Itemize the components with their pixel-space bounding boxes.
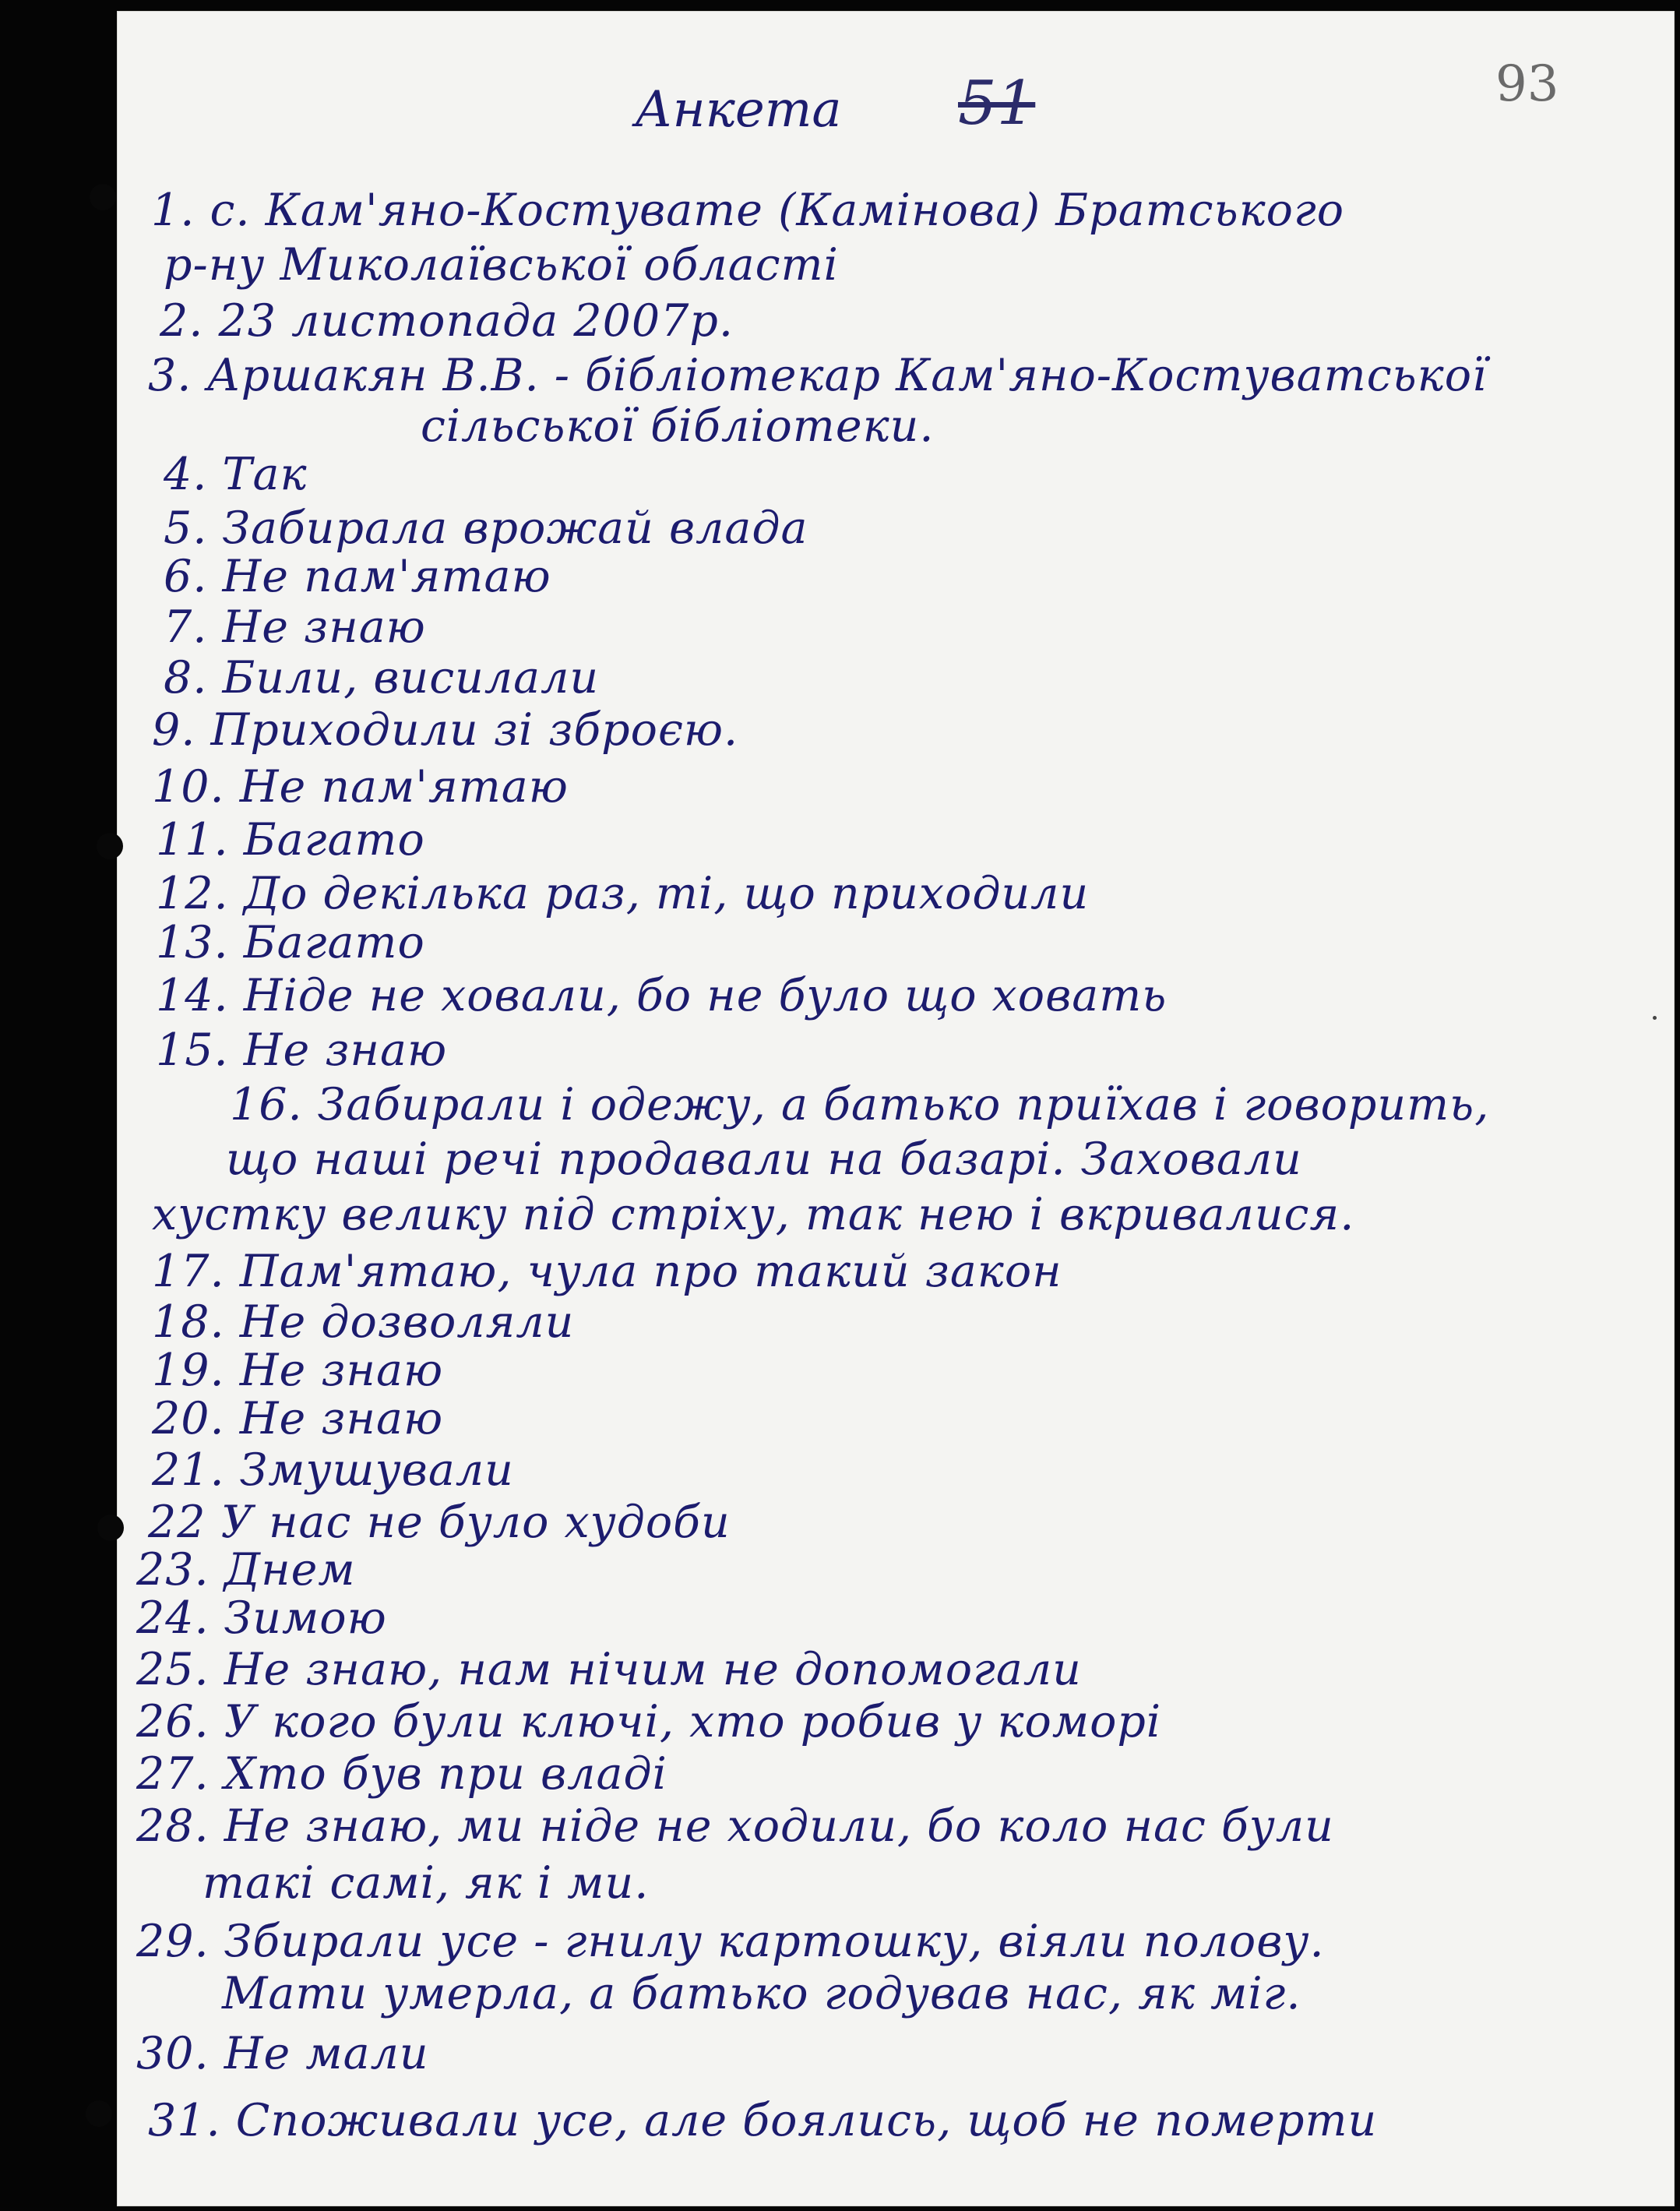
questionnaire-page (117, 11, 1675, 2206)
answer-line: 27. Хто був при владі (136, 1748, 667, 1800)
answer-line: 26. У кого були ключі, хто робив у коморі (136, 1696, 1162, 1747)
answer-line: 19. Не знаю (152, 1345, 444, 1396)
answer-line: 10. Не пам'ятаю (152, 761, 569, 813)
form-number: 51 (958, 69, 1036, 139)
answer-line: 2. 23 листопада 2007р. (160, 295, 734, 347)
punch-hole-icon (97, 1515, 124, 1541)
answer-line: 11. Багато (156, 814, 425, 866)
answer-line: 14. Ніде не ховали, бо не було що ховать (156, 970, 1168, 1021)
answer-line: 5. Забирала врожай влада (164, 503, 808, 554)
answer-line: 30. Не мали (136, 2028, 429, 2079)
answer-line: 3. Аршакян В.В. - бібліотекар Кам'яно-Костуватської (148, 350, 1488, 401)
answer-line: 16. Забирали і одежу, а батько приїхав і говорить, (230, 1079, 1490, 1130)
answer-line: 1. с. Кам'яно-Костувате (Камінова) Братського (151, 185, 1345, 236)
answer-line: 22 У нас не було худоби (148, 1497, 731, 1548)
page-title: Анкета (635, 81, 842, 139)
answer-line: 18. Не дозволяли (152, 1296, 575, 1348)
page-number: 93 (1495, 55, 1559, 113)
answer-line: сільської бібліотеки. (421, 400, 935, 452)
answer-line: 9. Приходили зі зброєю. (152, 704, 739, 756)
answer-line: р-ну Миколаївської області (164, 239, 839, 291)
answer-line: такі самі, як і ми. (203, 1857, 650, 1909)
ink-dot (1653, 1016, 1657, 1020)
punch-hole-icon (97, 833, 123, 859)
answer-line: що наші речі продавали на базарі. Заховали (226, 1134, 1302, 1185)
answer-line: 17. Пам'ятаю, чула про такий закон (152, 1246, 1062, 1297)
answer-line: 31. Споживали усе, але боялись, щоб не померти (148, 2095, 1378, 2146)
answer-line: 29. Збирали усе - гнилу картошку, віяли полову. (136, 1916, 1325, 1967)
punch-hole-icon (86, 2100, 112, 2127)
answer-line: 23. Днем (136, 1544, 356, 1596)
answer-line: 8. Били, висилали (164, 652, 600, 704)
punch-hole-icon (90, 184, 116, 210)
answer-line: 25. Не знаю, нам нічим не допомогали (136, 1644, 1082, 1695)
answer-line: 20. Не знаю (152, 1393, 444, 1444)
answer-line: 24. Зимою (136, 1592, 387, 1644)
answer-line: 4. Так (164, 449, 308, 500)
answer-line: 21. Змушували (152, 1444, 514, 1496)
answer-line: 28. Не знаю, ми ніде не ходили, бо коло нас були (136, 1800, 1334, 1852)
answer-line: 6. Не пам'ятаю (164, 551, 551, 602)
answer-line: 13. Багато (156, 917, 425, 968)
answer-line: Мати умерла, а батько годував нас, як міг. (222, 1968, 1301, 2019)
answer-line: 12. До декілька раз, ті, що приходили (156, 868, 1090, 919)
answer-line: хустку велику під стріху, так нею і вкривалися. (152, 1189, 1355, 1240)
answer-line: 15. Не знаю (156, 1024, 448, 1076)
answer-line: 7. Не знаю (164, 601, 426, 653)
